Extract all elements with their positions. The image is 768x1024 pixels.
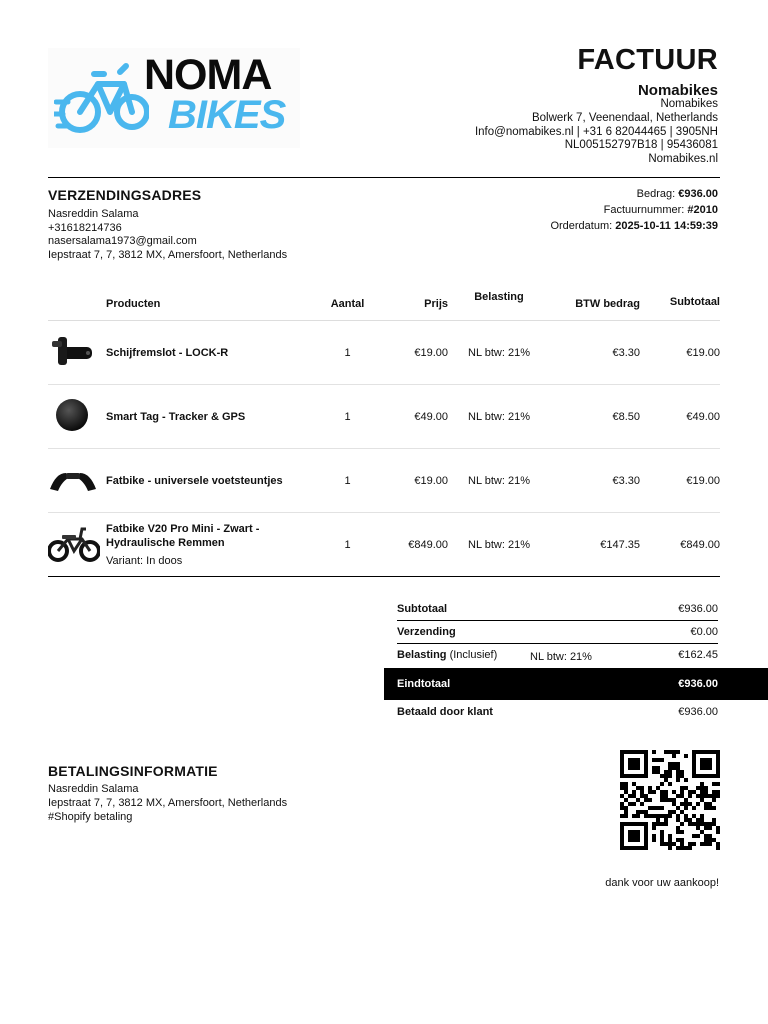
product-image [48,321,106,385]
product-subtotal: €19.00 [686,346,720,359]
meta-amount [550,186,718,202]
tax-rate: NL btw: 21% [530,651,592,663]
product-name-cell [106,513,308,577]
shop-name: Nomabikes [637,82,718,99]
header-image [48,287,106,321]
product-image [48,449,106,513]
shipping-address-block [48,208,287,262]
product-price: €849.00 [408,538,448,551]
product-price: €49.00 [414,410,448,423]
invoice-meta [550,186,718,234]
payment-address: Iepstraat 7, 7, 3812 MX, Amersfoort, Netherlands [48,796,288,809]
paid-value: €936.00 [678,706,718,718]
shop-details [475,98,718,167]
product-vat: €3.30 [612,346,640,359]
bike-logo-icon [54,62,149,136]
product-price: €19.00 [414,346,448,359]
product-variant: Variant: In doos [106,554,183,567]
table-row [48,449,720,513]
product-image [48,385,106,449]
tracker-icon [48,395,96,435]
totals-subtotal-row [397,598,718,621]
totals-shipping-row [397,621,718,644]
product-tax: NL btw: 21% [468,346,530,359]
lock-icon [48,331,96,371]
header-qty: Aantal [330,297,365,310]
product-qty: 1 [344,474,351,487]
product-name: Smart Tag - Tracker & GPS [106,410,246,423]
order-date-value: 2025-10-11 14:59:39 [615,220,718,232]
table-header-row [48,287,720,321]
shop-website: Nomabikes.nl [648,153,718,166]
payment-method: #Shopify betaling [48,810,133,823]
product-price: €19.00 [414,474,448,487]
tax-label: Belasting [397,649,447,661]
product-vat: €3.30 [612,474,640,487]
tax-label-group [397,649,497,661]
totals-tax-row [397,644,718,666]
amount-label: Bedrag: [636,188,676,200]
product-subtotal: €19.00 [686,474,720,487]
shop-line: Nomabikes [660,98,718,110]
logo-text-bikes: BIKES [168,93,286,137]
shop-address: Bolwerk 7, Veenendaal, Netherlands [531,111,718,124]
thank-you-note: dank voor uw aankoop! [605,877,719,889]
table-row [48,513,720,577]
payment-name: Nasreddin Salama [48,783,139,795]
shipping-title: VERZENDINGSADRES [48,187,202,203]
product-subtotal: €849.00 [680,538,720,551]
amount-value: €936.00 [678,188,718,200]
table-row [48,321,720,385]
tax-value: €162.45 [678,649,718,661]
shipping-cost-label: Verzending [397,626,456,638]
shipping-cost-value: €0.00 [690,626,718,638]
product-vat: €147.35 [600,538,640,551]
shop-registration: NL005152797B18 | 95436081 [564,139,718,152]
order-date-label: Orderdatum: [550,220,613,232]
totals-block [384,598,768,722]
product-image [48,513,106,577]
product-qty: 1 [344,410,351,423]
shipping-address: Iepstraat 7, 7, 3812 MX, Amersfoort, Netherlands [48,248,288,261]
product-qty: 1 [344,346,351,359]
shipping-email: nasersalama1973@gmail.com [48,235,197,248]
shipping-phone: +31618214736 [48,221,122,234]
paid-row [397,700,718,722]
header-product: Producten [106,297,161,310]
logo-text-noma: NOMA [144,51,272,99]
paid-label: Betaald door klant [397,706,493,718]
header-tax: Belasting [474,291,524,303]
meta-invoice-number [550,202,718,218]
product-tax: NL btw: 21% [468,538,530,551]
company-logo [48,48,300,148]
meta-order-date [550,218,718,234]
fatbike-icon [48,521,100,565]
product-subtotal: €49.00 [686,410,720,423]
grand-total-label: Eindtotaal [397,678,451,690]
header-subtotal: Subtotaal [669,296,720,308]
header-price: Prijs [424,297,448,310]
invoice-number-label: Factuurnummer: [603,204,685,216]
shipping-name: Nasreddin Salama [48,208,139,220]
product-tax: NL btw: 21% [468,410,530,423]
invoice-title: FACTUUR [577,44,718,76]
invoice-number-value: #2010 [687,204,718,216]
product-name: Schijfremslot - LOCK-R [106,346,229,359]
product-vat: €8.50 [612,410,640,423]
tax-note: (Inclusief) [449,649,498,661]
product-name: Fatbike - universele voetsteuntjes [106,474,283,487]
qr-code-icon [620,750,720,850]
line-items-table [48,287,720,577]
subtotal-label: Subtotaal [397,603,448,615]
shop-contact: Info@nomabikes.nl | +31 6 82044465 | 3905NH [474,125,718,138]
footrest-icon [48,459,98,499]
table-row [48,385,720,449]
grand-total-value: €936.00 [678,678,718,690]
product-qty: 1 [344,538,351,551]
header-divider [48,177,720,178]
subtotal-value: €936.00 [678,603,718,615]
payment-title: BETALINGSINFORMATIE [48,763,218,779]
product-name: Fatbike V20 Pro Mini - Zwart - Hydraulische Remmen [106,522,260,549]
grand-total-row [384,668,768,700]
payment-info-block [48,783,287,824]
header-vat: BTW bedrag [575,297,640,310]
product-tax: NL btw: 21% [468,474,530,487]
